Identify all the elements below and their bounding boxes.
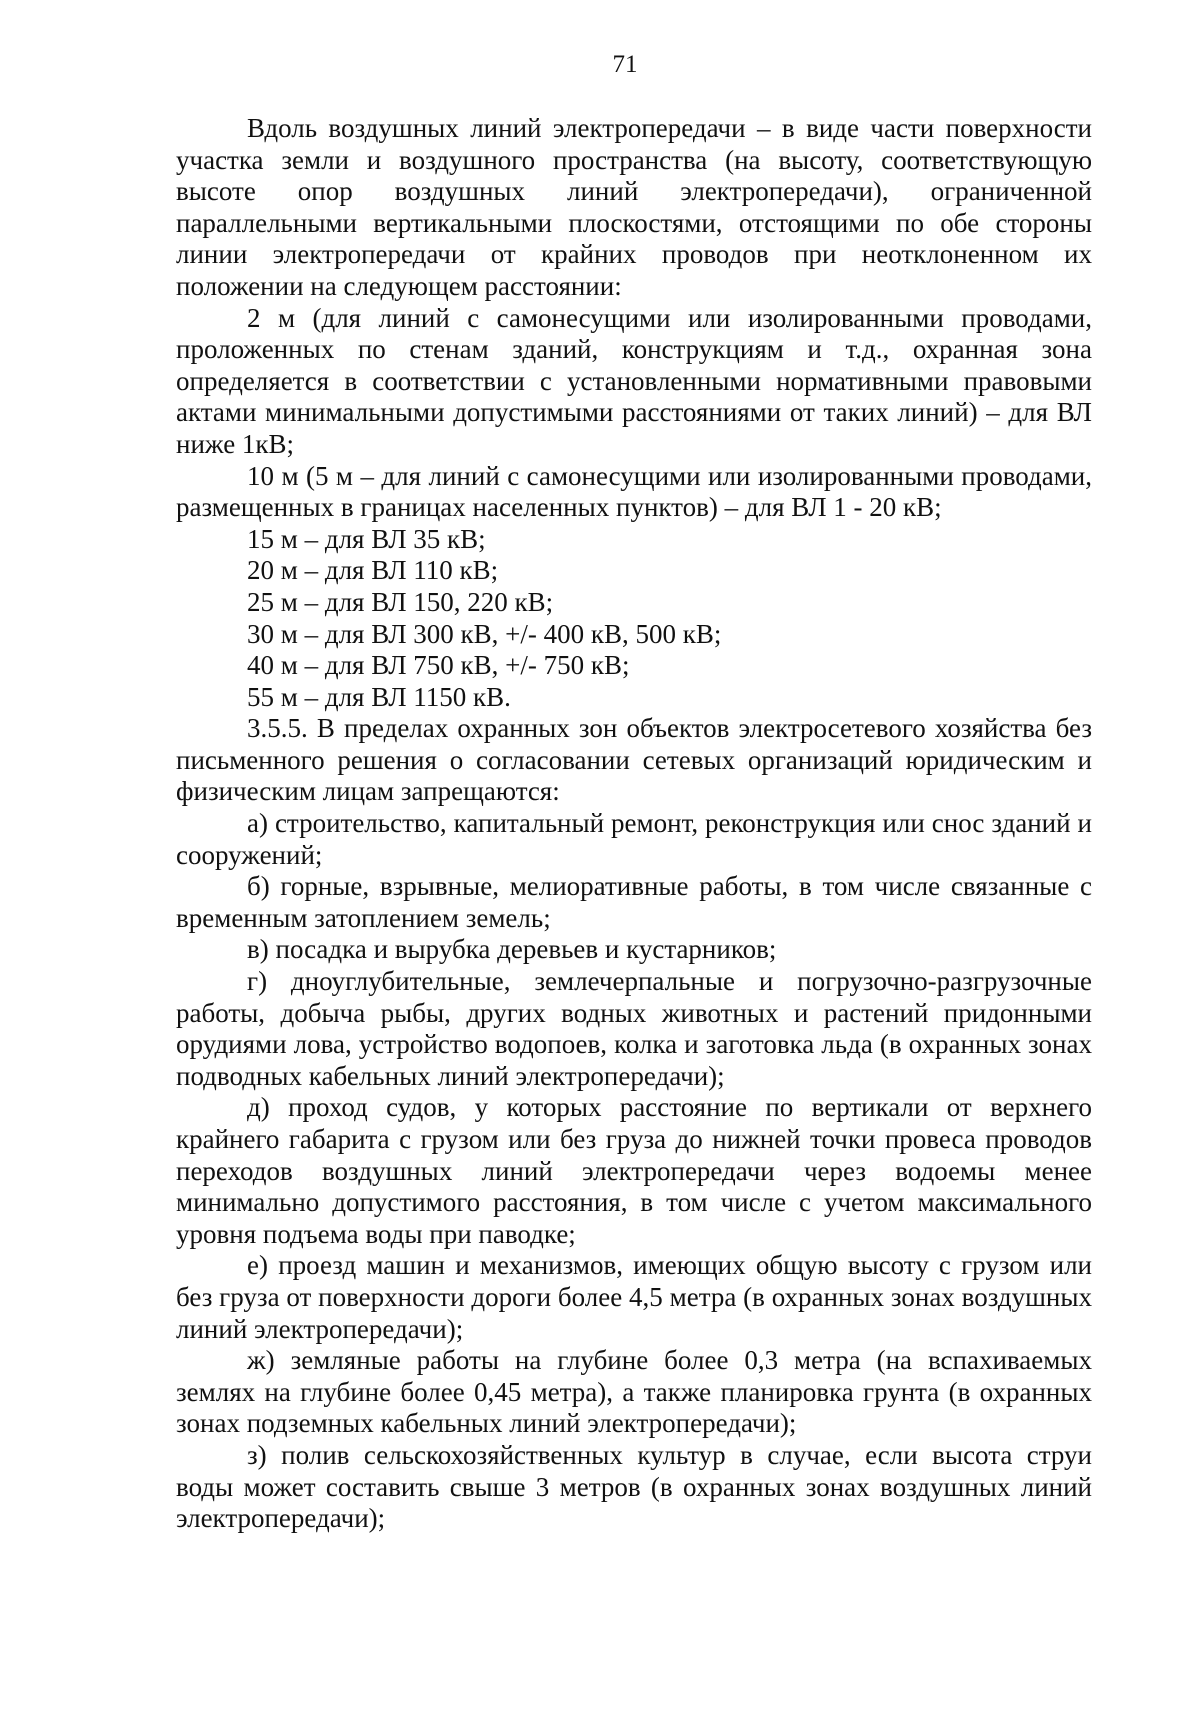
list-item-40m: 40 м – для ВЛ 750 кВ, +/- 750 кВ; bbox=[247, 650, 630, 681]
clause-zh: ж) земляные работы на глубине более 0,3 метра (на вспахиваемых землях на глубине более 0,45 метра), а также планировка грунта (в охранных зонах подземных кабельных линий электропередачи); bbox=[176, 1345, 1092, 1439]
clause-d: д) проход судов, у которых расстояние по вертикали от верхнего крайнего габарита с грузом или без груза до нижней точки провеса проводов переходов воздушных линий электропередачи через водоемы менее минимально допустимого расстояния, в том числе с учетом максимального уровня подъема воды при паводке; bbox=[176, 1092, 1092, 1249]
paragraph-10m-zone: 10 м (5 м – для линий с самонесущими или изолированными проводами, размещенных в границах населенных пунктов) – для ВЛ 1 - 20 кВ; bbox=[176, 460, 1092, 523]
list-item-20m: 20 м – для ВЛ 110 кВ; bbox=[247, 555, 499, 586]
paragraph-overhead-lines-intro: Вдоль воздушных линий электропередачи – в виде части поверхности участка земли и воздушного пространства (на высоту, соответствующую высоте опор воздушных линий электропередачи), ограниченной параллельными вертикальными плоскостями, отстоящими по обе стороны линии электропередачи от крайних проводов при неотклоненном их положении на следующем расстоянии: bbox=[176, 113, 1092, 301]
clause-g: г) дноуглубительные, землечерпальные и погрузочно-разгрузочные работы, добыча рыбы, других водных животных и растений придонными орудиями лова, устройство водопоев, колка и заготовка льда (в охранных зонах подводных кабельных линий электропередачи); bbox=[176, 966, 1092, 1091]
list-item-55m: 55 м – для ВЛ 1150 кВ. bbox=[247, 681, 511, 712]
clause-b: б) горные, взрывные, мелиоративные работы, в том числе связанные с временным затоплением земель; bbox=[176, 871, 1092, 933]
paragraph-2m-zone: 2 м (для линий с самонесущими или изолированными проводами, проложенных по стенам зданий, конструкциям и т.д., охранная зона определяется в соответствии с установленными нормативными правовыми актами минимальными допустимыми расстояниями от таких линий) – для ВЛ ниже 1кВ; bbox=[176, 302, 1092, 459]
page-number: 71 bbox=[612, 51, 638, 78]
list-item-15m: 15 м – для ВЛ 35 кВ; bbox=[247, 523, 486, 554]
section-3-5-5: 3.5.5. В пределах охранных зон объектов электросетевого хозяйства без письменного решения о согласовании сетевых организаций юридическим и физическим лицам запрещаются: bbox=[176, 713, 1092, 807]
clause-a: а) строительство, капитальный ремонт, реконструкция или снос зданий и сооружений; bbox=[176, 808, 1092, 870]
document-body bbox=[176, 113, 1092, 1535]
list-item-25m: 25 м – для ВЛ 150, 220 кВ; bbox=[247, 586, 554, 617]
list-item-30m: 30 м – для ВЛ 300 кВ, +/- 400 кВ, 500 кВ; bbox=[247, 618, 722, 649]
clause-v: в) посадка и вырубка деревьев и кустарников; bbox=[247, 934, 777, 965]
clause-z: з) полив сельскохозяйственных культур в случае, если высота струи воды может составить свыше 3 метров (в охранных зонах воздушных линий электропередачи); bbox=[176, 1439, 1092, 1534]
clause-e: е) проезд машин и механизмов, имеющих общую высоту с грузом или без груза от поверхности дороги более 4,5 метра (в охранных зонах воздушных линий электропередачи); bbox=[176, 1250, 1092, 1344]
